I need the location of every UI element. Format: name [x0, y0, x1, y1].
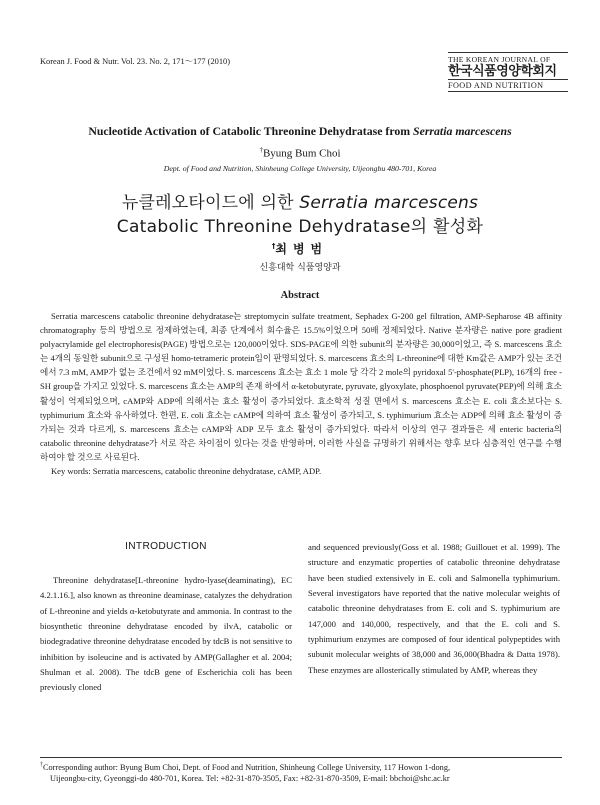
keywords-label: Key words: [51, 466, 93, 477]
abstract-heading: Abstract [280, 290, 320, 301]
footnote-line1 [40, 760, 564, 773]
affiliation-en: Dept. of Food and Nutrition, Shinheung College University, Uijeongbu 480-701, Korea [163, 164, 437, 173]
paper-title-ko-line2: Catabolic Threonine Dehydratase의 활성화 [116, 217, 484, 237]
footnote-divider [40, 757, 562, 758]
journal-citation: Korean J. Food & Nutr. Vol. 23. No. 2, 171～177 (2010) [40, 57, 230, 66]
footnote-text-1: Corresponding author: Byung Bum Choi, Dept. of Food and Nutrition, Shinheung College University, 117 Howon 1-dong, [43, 762, 451, 772]
corresponding-mark: † [259, 146, 263, 154]
intro-paragraph-right: and sequenced previously(Goss et al. 1988; Guillouet et al. 1999). The structure and enzymatic properties of catabolic threonine dehydratase have been studied extensively in E. coli and Salmonella typhimurium. Several investigators have reported that the native molecular weights of catabolic threonine dehydratases from E. coli and S. typhimurium are 147,000 and 140,000, respectively, and that the E. coli and S. typhimurium enzymes are composed of four identical polypeptides with subunit molecular weights of 38,000 and 36,000(Bhadra & Datta 1978). These enzymes are allosterically stimulated by AMP, whereas they [308, 542, 560, 675]
author-en [0, 146, 600, 160]
journal-masthead [448, 52, 568, 92]
author-name-ko: 최병범 [275, 242, 329, 256]
title-en-main: Nucleotide Activation of Catabolic Threonine Dehydratase from [88, 124, 414, 138]
paper-title-en [0, 124, 600, 139]
introduction-right-column [308, 540, 560, 678]
title-ko-organism: Serratia marcescens [299, 193, 479, 213]
journal-name-en-bottom: FOOD AND NUTRITION [448, 79, 568, 90]
journal-name-en-top: THE KOREAN JOURNAL OF [448, 55, 551, 64]
footnote-line2: Uijeongbu-city, Gyeonggi-do 480-701, Korea. Tel: +82-31-870-3505, Fax: +82-31-870-3509, E-mail: bbchoi@shc.ac.kr [50, 774, 450, 784]
abstract-paragraph: Serratia marcescens catabolic threonine dehydratase는 streptomycin sulfate treatment, Sephadex G-200 gel filtration, AMP-Sepharose 4B affinity chromatography 등의 방법으로 정제하였는데, 최종 단계에서 회수율은 15.5%이었으며 50배 정제되었다. Native 분자량은 native pore gradient polyacrylamide gel electrophoresis(PAGE) 방법으로는 120,000이었다. SDS-PAGE에 의한 subunit의 분자량은 30,000이었고, 즉 S. marcescens 효소는 4개의 동일한 subunit으로 구성된 homo-tetrameric protein임이 판명되었다. S. marcescens 효소의 L-threonine에 대한 Km값은 AMP가 있는 조건에서 7.3 mM, AMP가 없는 조건에서 92 mM이었다. S. marcescens 효소는 효소 1 mole 당 각각 2 mole의 pyridoxal 5'-phosphate(PLP), 16개의 free -SH group을 가지고 있었다. S. marcescens 효소는 AMP의 존재 하에서 α-ketobutyrate, pyruvate, glyoxylate, phosphoenol pyruvate(PEP)에 의해 효소 활성이 억제되었으며, cAMP와 ADP에 의해서는 효소 활성이 증가되었다. 효소학적 성질 면에서 S. marcescens 효소는 E. coli 효소보다는 S. typhimurium 효소와 유사하였다. 한편, E. coli 효소는 cAMP에 의하여 효소 활성이 증가되고, S. typhimurium 효소는 ADP에 의해 효소 활성이 증가되는 것과 다르게, S. marcescens 효소는 cAMP와 ADP 모두 효소 활성이 증가되었다. 따라서 이상의 연구 결과들은 세 enteric bacteria의 catabolic threonine dehydratase가 서로 작은 차이점이 있다는 것을 반영하며, 이러한 사실을 규명하기 위해서는 향후 보다 심층적인 연구를 수행하여야 할 것으로 사료된다. [40, 311, 562, 462]
author-name-en: Byung Bum Choi [262, 147, 341, 160]
title-en-organism: Serratia marcescens [413, 124, 512, 138]
intro-paragraph-left: Threonine dehydratase[L-threonine hydro-lyase(deaminating), EC 4.2.1.16.], also known as threonine deaminase, catalyzes the dehydration of L-threonine and yields α-ketobutyrate and ammonia. In contrast to the biosynthetic threonine dehydratase encoded by ilvA, catabolic or biodegradative threonine dehydratase encoded by tdcB is not sensitive to inhibition by isoleucine and is activated by AMP(Gallagher et al. 2004; Shulman et al. 2008). The tdcB gene of Escherichia coli has been previously cloned [40, 575, 292, 693]
corresponding-author-footnote [40, 760, 564, 785]
introduction-left-column [40, 573, 292, 696]
footnote-mark: † [40, 762, 43, 768]
author-ko [0, 240, 600, 257]
journal-name-ko: 한국식품영양학회지 [448, 64, 557, 79]
keywords [40, 464, 562, 478]
title-ko-pre: 뉴클레오타이드에 의한 [121, 193, 300, 213]
affiliation-ko: 신흥대학 식품영양과 [259, 263, 341, 273]
introduction-heading: INTRODUCTION [125, 541, 207, 552]
corresponding-mark-ko: † [271, 242, 276, 250]
abstract-body [40, 309, 562, 478]
keywords-list: Serratia marcescens, catabolic threonine dehydratase, cAMP, ADP. [92, 466, 322, 477]
paper-title-ko-line1 [0, 188, 600, 213]
